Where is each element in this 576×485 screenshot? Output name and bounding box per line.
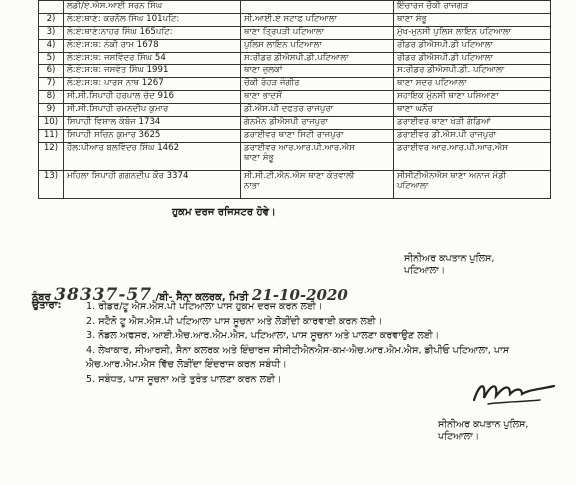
table-cell-name	[64, 142, 241, 170]
copy-item: 1. ਰੀਡਰ/ਟੂ ਐਸ.ਐਸ.ਪੀ ਪਟਿਆਲਾ ਪਾਸ ਹੁਕਮ ਦਰਜ ਕਰਨ ਲਈ।	[86, 301, 323, 312]
cell-text: ਲੋ:ਏ:ਥਾਣੇ:ਨਾਹਰ ਸਿੰਘ 165ਪਟਿ:	[67, 26, 173, 37]
table-cell-name	[64, 78, 241, 91]
cell-text: 3)	[46, 26, 56, 37]
table-cell-to	[394, 1, 551, 14]
endorsement-number: 38337-57	[54, 285, 153, 305]
cell-text: ਡਰਾਈਵਰ ਡੀ.ਐਸ.ਪੀ ਰਾਜਪੁਰਾ	[397, 129, 497, 140]
signature-block-top	[404, 253, 494, 277]
cell-text: ਮਹਿਲਾ ਸਿਪਾਹੀ ਗਗਨਦੀਪ ਕੌਰ 3374	[67, 170, 189, 181]
table-row	[39, 170, 551, 198]
table-cell-from	[241, 104, 394, 117]
cell-text: 10)	[43, 116, 59, 127]
table-cell-num	[39, 1, 64, 14]
cell-text: 13)	[43, 170, 59, 181]
cell-text: ਪਟਿਆਲਾ	[397, 180, 429, 191]
table-cell-to	[394, 78, 551, 91]
table-cell-name	[64, 26, 241, 39]
signature-place: ਪਟਿਆਲਾ।	[438, 430, 480, 442]
transfer-table	[38, 0, 551, 199]
table-cell-num	[39, 91, 64, 104]
table-cell-num	[39, 26, 64, 39]
cell-text: ਸੀ.ਸੀ.ਸਿਪਾਹੀ ਰਮਨਦੀਪ ਕੁਮਾਰ	[67, 104, 169, 114]
cell-text: ਲੋ:ਏ:ਸ:ਥ: ਨੇਕੀ ਰਾਮ 1678	[67, 39, 159, 50]
cell-text: ਨਾਭਾ	[244, 180, 260, 191]
cell-text: 9)	[46, 104, 56, 114]
cell-text: ਲੇਡੀ/ਏ.ਐਸ.ਆਈ ਸਰਨ ਸਿੰਘ	[67, 1, 163, 11]
cell-text: ਰੀਡਰ ਡੀਐਸਪੀ.ਡੀ ਪਟਿਆਲਾ	[397, 39, 494, 50]
cell-text: ਥਾਣਾ ਤ੍ਰਿਪੜੀ ਪਟਿਆਲਾ	[244, 26, 325, 37]
cell-text: ਡਰਾਈਵਰ ਆਰ.ਆਰ.ਪੀ.ਆਰ.ਐਸ	[397, 142, 508, 153]
cell-text: ਸੀ.ਆਈ.ਏ ਸਟਾਫ ਪਟਿਆਲਾ	[244, 13, 338, 24]
cell-text: ਲੋ:ਏ:ਸ:ਥ: ਜਸਵਿੰਦਰ ਸਿੰਘ 54	[67, 52, 166, 63]
cell-text: ਡਰਾਈਵਰ ਥਾਣਾ ਖੇੜੀ ਗੰਡਿਆਂ	[397, 116, 491, 127]
copy-item: 3. ਨੋਡਲ ਅਫਸਰ, ਆਈ.ਐਚ.ਆਰ.ਐਮ.ਐਸ, ਪਟਿਆਲਾ, ਪਾਸ ਸੂਚਨਾ ਅਤੇ ਪਾਲਣਾ ਕਰਵਾਉਣ ਲਈ।	[86, 330, 440, 341]
table-cell-from	[241, 52, 394, 65]
signature-block-bottom	[438, 419, 528, 443]
cell-text: ਥਾਣਾ ਸਦਰ ਪਟਿਆਲਾ	[397, 78, 467, 89]
table-cell-to	[394, 13, 551, 26]
table-row	[39, 104, 551, 117]
table-row	[39, 65, 551, 78]
table-cell-num	[39, 129, 64, 142]
cell-text: ਸਿਪਾਹੀ ਵਿਸ਼ਾਲ ਕੰਬੋਜ 1734	[67, 116, 161, 127]
table-cell-from	[241, 91, 394, 104]
table-cell-to	[394, 129, 551, 142]
table-row	[39, 78, 551, 91]
endorsement-mid: /ਬੀ- ਸੈਨਾ ਕਲਰਕ, ਮਿਤੀ	[155, 292, 249, 303]
cell-text: ਚੌਕੀ ਰੋਹੜ ਜੰਗੀਰ	[244, 78, 300, 89]
cell-text: 8)	[46, 91, 56, 102]
cell-text: 2)	[46, 13, 56, 24]
table-cell-from	[241, 39, 394, 52]
table-cell-to	[394, 104, 551, 117]
copy-item: 5. ਸਬੰਧਤ, ਪਾਸ ਸੂਚਨਾ ਅਤੇ ਤੁਰੰਤ ਪਾਲਣਾ ਕਰਨ ਲਈ।	[86, 373, 282, 385]
table-cell-name	[64, 91, 241, 104]
cell-text: ਲੋ:ਏ:ਸ:ਥ: ਜਸਵੰਤ ਸਿੰਘ 1991	[67, 65, 169, 76]
table-cell-from	[241, 142, 394, 170]
table-row	[39, 26, 551, 39]
table-cell-num	[39, 13, 64, 26]
table-cell-name	[64, 39, 241, 52]
cell-text: ਸੀਸੀਟੀਐਨਐਸ ਥਾਣਾ ਅਨਾਜ ਮੰਡੀ	[397, 170, 507, 181]
copy-item: 4. ਲੇਖਾਕਾਰ, ਸੀਆਰਸੀ, ਸੈਨਾ ਕਲਰਕ ਅਤੇ ਇੰਚਾਰਜ ਸੀਸੀਟੀਐਨਐਸ-ਕਮ-ਐਚ.ਆਰ.ਐਮ.ਐਸ, ਡੀਪੀਓ ਪਟਿਆਲਾ, ਪਾਸ ਐਚ.ਆਰ.ਐਮ.ਐਸ ਵਿੱਚ ਲੋੜੀਂਦਾ ਇੰਦਰਾਜ ਕਰਨ ਸਬੰਧੀ।	[86, 344, 510, 370]
cell-text: 7)	[46, 78, 56, 89]
table-row	[39, 142, 551, 170]
table-row	[39, 129, 551, 142]
table-cell-num	[39, 39, 64, 52]
cell-text: ਸ:ਰੀਡਰ ਡੀਐਸਪੀ.ਡੀ. ਪਟਿਆਲਾ	[397, 65, 505, 76]
cell-text: ਥਾਣਾ ਭਾਦਸੋਂ	[244, 91, 282, 102]
cell-text: ਥਾਣਾ ਸੰਭੂ	[244, 152, 274, 163]
cell-text: 4)	[46, 39, 56, 50]
table-cell-name	[64, 13, 241, 26]
table-cell-to	[394, 65, 551, 78]
cell-text: ਸਹਾਇਕ ਮੁੰਨਸੀ ਥਾਣਾ ਪਸਿਆਣਾ	[397, 91, 499, 102]
table-cell-to	[394, 116, 551, 129]
cell-text: ਥਾਣਾ ਘਨੌਰ	[397, 104, 433, 114]
cell-text: ਗੰਨਮੈਨ ਡੀਐਸਪੀ ਰਾਜਪੁਰਾ	[244, 116, 328, 127]
cell-text: ਲੋ:ਏ:ਥਾਣੇ: ਕਰਨੈਲ ਸਿੰਘ 101ਪਟਿ:	[67, 13, 180, 24]
cell-text: ਡਰਾਈਵਰ ਥਾਣਾ ਸਿਟੀ ਰਾਜਪੁਰਾ	[244, 129, 344, 140]
cell-text: ਸੀ.ਸੀ.ਟੀ.ਐਨ.ਐਸ ਥਾਣਾ ਕੋਤਵਾਲੀ	[244, 170, 355, 181]
cell-text: ਸ:ਰੀਡਰ ਡੀਐਸਪੀ.ਡੀ.ਪਟਿਆਲਾ	[244, 52, 349, 63]
signature-place: ਪਟਿਆਲਾ।	[404, 264, 446, 276]
table-cell-num	[39, 78, 64, 91]
cell-text: ਸੀ.ਸੀ.ਸਿਪਾਹੀ ਹਰਪਾਲ ਚੰਦ 916	[67, 91, 174, 102]
cell-text: ਡਰਾਈਵਰ ਆਰ.ਆਰ.ਪੀ.ਆਰ.ਐਸ	[244, 142, 355, 153]
copy-item: 2. ਸਟੈਨੋ ਟੂ ਐਸ.ਐਸ.ਪੀ ਪਟਿਆਲਾ ਪਾਸ ਸੂਚਨਾ ਅਤੇ ਲੋੜੀਂਦੀ ਕਾਰਵਾਈ ਕਰਨ ਲਈ।	[86, 315, 383, 327]
cell-text: ਥਾਣਾ ਜੁਲਕਾਂ	[244, 65, 283, 76]
handwritten-signature	[470, 372, 556, 412]
order-line: ਹੁਕਮ ਦਰਜ ਰਜਿਸਟਰ ਹੋਵੇ।	[172, 207, 276, 218]
table-row	[39, 13, 551, 26]
cell-text: ਇੰਚਾਰਜ ਚੌਕੀ ਰਾਜਗੜ	[397, 1, 469, 11]
table-cell-from	[241, 129, 394, 142]
table-cell-from	[241, 1, 394, 14]
table-cell-to	[394, 52, 551, 65]
cell-text: 12)	[43, 142, 59, 153]
table-cell-to	[394, 39, 551, 52]
table-cell-num	[39, 104, 64, 117]
table-cell-to	[394, 170, 551, 198]
cell-text: ਪੁਲਿਸ ਲਾਇਨ ਪਟਿਆਲਾ	[244, 39, 322, 50]
table-row	[39, 39, 551, 52]
table-row	[39, 91, 551, 104]
cell-text: 11)	[43, 129, 59, 140]
endorsement-prefix: ਨੰਬਰ	[32, 292, 51, 303]
cell-text: ਹੌਲ:ਪੀਆਰ ਬਲਵਿੰਦਰ ਸਿੰਘ 1462	[67, 142, 180, 153]
cell-text: ਡੀ.ਐਸ.ਪੀ ਦਫਤਰ ਰਾਜਪੁਰਾ	[244, 104, 334, 114]
table-cell-num	[39, 116, 64, 129]
table-cell-from	[241, 65, 394, 78]
table-cell-name	[64, 170, 241, 198]
table-cell-from	[241, 13, 394, 26]
signature-title: ਸੀਨੀਅਰ ਕਪਤਾਨ ਪੁਲਿਸ,	[404, 253, 495, 264]
cell-text: ਲੋ:ਏ:ਸ:ਥ: ਪਾਰਸ ਨਾਥ 1267	[67, 78, 164, 89]
table-cell-name	[64, 116, 241, 129]
table-cell-num	[39, 52, 64, 65]
cell-text: ਮੁੱਖ-ਮੁਨਸੀ ਪੁਲਿਸ ਲਾਇਨ ਪਟਿਆਲਾ	[397, 26, 512, 37]
cell-text: 6)	[46, 65, 56, 76]
table-cell-num	[39, 170, 64, 198]
table-cell-from	[241, 170, 394, 198]
table-row	[39, 52, 551, 65]
table-row	[39, 1, 551, 14]
table-cell-num	[39, 142, 64, 170]
signature-title: ਸੀਨੀਅਰ ਕਪਤਾਨ ਪੁਲਿਸ,	[438, 419, 529, 430]
cell-text: ਰੀਡਰ ਡੀਐਸਪੀ.ਡੀ ਪਟਿਆਲਾ	[397, 52, 494, 63]
cell-text: 5)	[46, 52, 56, 63]
endorsement-date: 21-10-2020	[251, 286, 348, 304]
table-cell-to	[394, 26, 551, 39]
table-row	[39, 116, 551, 129]
cell-text: ਥਾਣਾ ਸੰਭੂ	[397, 13, 427, 24]
table-cell-name	[64, 129, 241, 142]
table-cell-name	[64, 52, 241, 65]
table-cell-name	[64, 65, 241, 78]
table-cell-num	[39, 65, 64, 78]
table-cell-from	[241, 116, 394, 129]
table-cell-to	[394, 142, 551, 170]
table-cell-from	[241, 78, 394, 91]
table-cell-to	[394, 91, 551, 104]
cell-text: ਸਿਪਾਹੀ ਸਚਿਨ ਕੁਮਾਰ 3625	[67, 129, 161, 140]
table-cell-name	[64, 104, 241, 117]
table-cell-name	[64, 1, 241, 14]
table-cell-from	[241, 26, 394, 39]
copy-label: ਉਤਾਰਾ:	[32, 300, 62, 311]
